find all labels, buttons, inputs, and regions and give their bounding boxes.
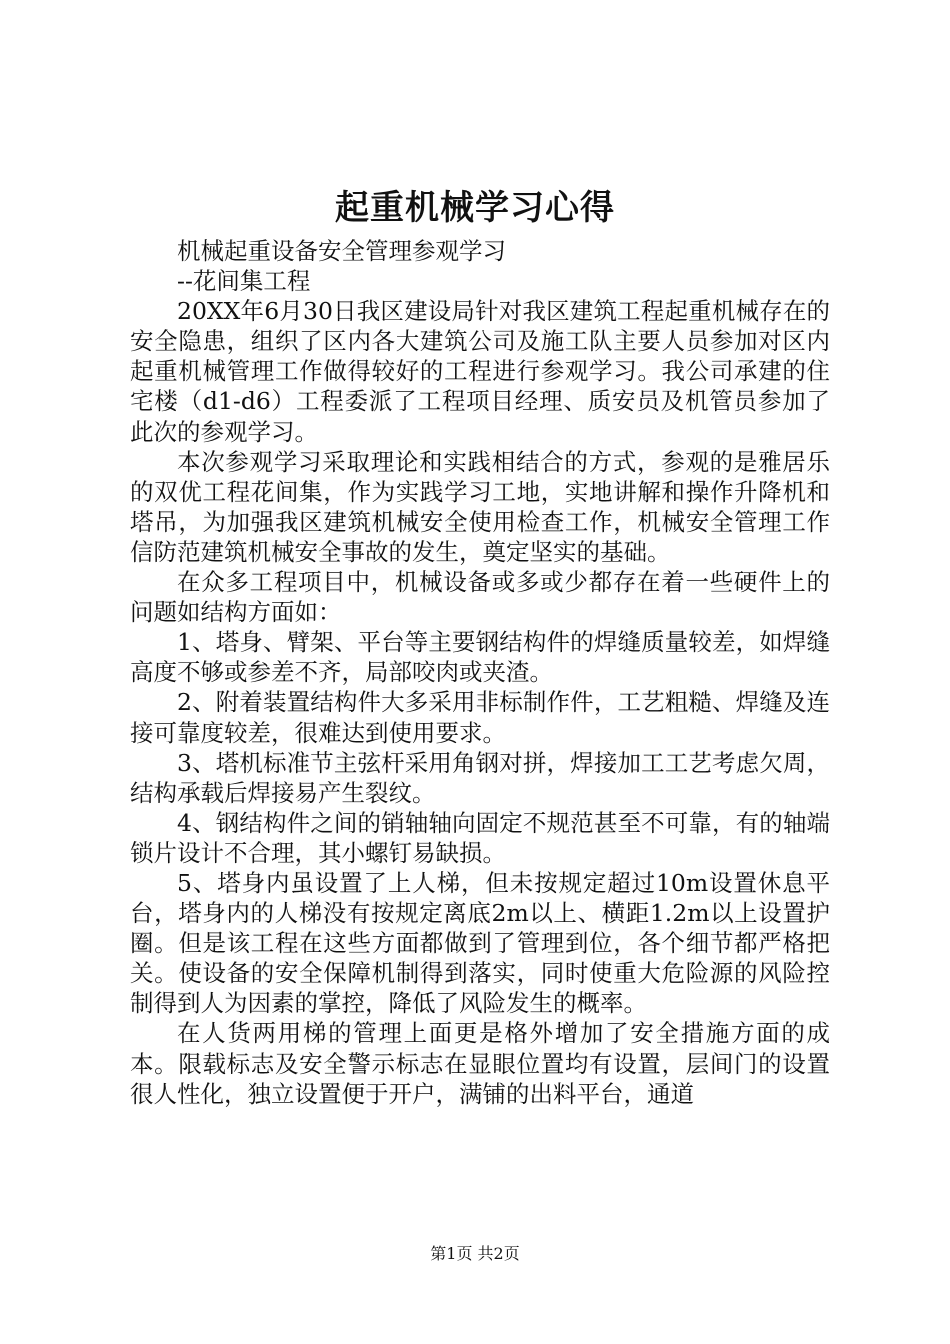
- document-body: [130, 236, 830, 1109]
- subtitle-line-1: 机械起重设备安全管理参观学习: [177, 237, 506, 265]
- paragraph: 本次参观学习采取理论和实践相结合的方式，参观的是雅居乐的双优工程花间集，作为实践学习工地，实地讲解和操作升降机和塔吊，为加强我区建筑机械安全使用检查工作，机械安全管理工作信防范建筑机械安全事故的发生，奠定坚实的基础。: [130, 447, 830, 566]
- list-item: 5、塔身内虽设置了上人梯，但未按规定超过10m设置休息平台，塔身内的人梯没有按规定离底2m以上、横距1.2m以上设置护圈。但是该工程在这些方面都做到了管理到位，各个细节都严格把关。使设备的安全保障机制得到落实，同时使重大危险源的风险控制得到人为因素的掌控，降低了风险发生的概率。: [130, 868, 830, 1018]
- page-title: 起重机械学习心得: [335, 188, 615, 228]
- subtitle-line-2: --花间集工程: [177, 267, 311, 296]
- page-footer: 第1页 共2页: [430, 1244, 520, 1263]
- paragraph: 在众多工程项目中，机械设备或多或少都存在着一些硬件上的问题如结构方面如：: [130, 568, 830, 627]
- list-item: 3、塔机标准节主弦杆采用角钢对拼，焊接加工工艺考虑欠周，结构承载后焊接易产生裂纹。: [130, 748, 830, 807]
- list-item: 1、塔身、臂架、平台等主要钢结构件的焊缝质量较差，如焊缝高度不够或参差不齐，局部咬肉或夹渣。: [130, 628, 830, 687]
- list-item: 2、附着装置结构件大多采用非标制作件，工艺粗糙、焊缝及连接可靠度较差，很难达到使用要求。: [130, 688, 830, 747]
- list-item: 4、钢结构件之间的销轴轴向固定不规范甚至不可靠，有的轴端锁片设计不合理，其小螺钉易缺损。: [130, 808, 830, 867]
- paragraph: 20XX年6月30日我区建设局针对我区建筑工程起重机械存在的安全隐患，组织了区内各大建筑公司及施工队主要人员参加对区内起重机械管理工作做得较好的工程进行参观学习。我公司承建的住宅楼（d1-d6）工程委派了工程项目经理、质安员及机管员参加了此次的参观学习。: [130, 297, 830, 446]
- paragraph: 在人货两用梯的管理上面更是格外增加了安全措施方面的成本。限载标志及安全警示标志在显眼位置均有设置，层间门的设置很人性化，独立设置便于开户，满铺的出料平台，通道: [130, 1019, 830, 1108]
